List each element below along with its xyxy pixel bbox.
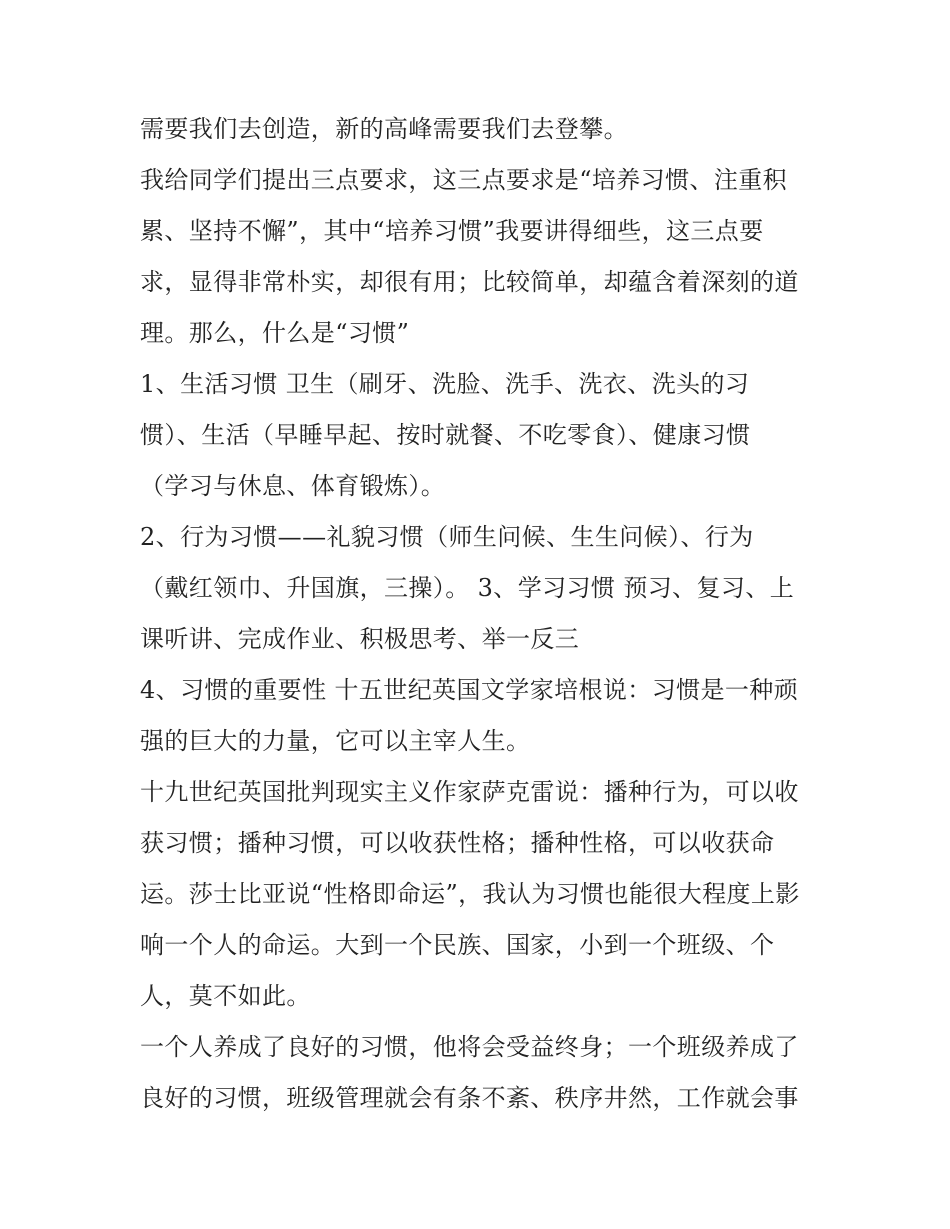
text-line: 一个人养成了良好的习惯，他将会受益终身；一个班级养成了: [140, 1033, 799, 1061]
text-line: 运。莎士比亚说“性格即命运”，我认为习惯也能很大程度上影: [140, 880, 800, 908]
document-body: [140, 104, 840, 1124]
text-line: 获习惯；播种习惯，可以收获性格；播种性格，可以收获命: [140, 829, 775, 857]
text-line: 十九世纪英国批判现实主义作家萨克雷说：播种行为，可以收: [140, 778, 799, 806]
text-line: 2、行为习惯——礼貌习惯（师生问候、生生问候）、行为: [140, 523, 754, 551]
text-line: 我给同学们提出三点要求，这三点要求是“培养习惯、注重积: [140, 166, 788, 194]
text-line: 求，显得非常朴实，却很有用；比较简单，却蕴含着深刻的道: [140, 268, 799, 296]
text-line: 惯）、生活（早睡早起、按时就餐、不吃零食）、健康习惯: [140, 421, 751, 449]
text-line: 1、生活习惯 卫生（刷牙、洗脸、洗手、洗衣、洗头的习: [140, 370, 750, 398]
text-line: （戴红领巾、升国旗，三操）。 3、学习习惯 预习、复习、上: [140, 574, 795, 602]
text-line: 理。那么，什么是“习惯”: [140, 319, 410, 347]
text-line: 人，莫不如此。: [140, 982, 311, 1010]
text-line: 强的巨大的力量，它可以主宰人生。: [140, 727, 531, 755]
text-line: 响一个人的命运。大到一个民族、国家，小到一个班级、个: [140, 931, 775, 959]
text-line: 4、习惯的重要性 十五世纪英国文学家培根说：习惯是一种顽: [140, 676, 799, 704]
text-line: 需要我们去创造，新的高峰需要我们去登攀。: [140, 115, 628, 143]
text-line: 良好的习惯，班级管理就会有条不紊、秩序井然，工作就会事: [140, 1084, 799, 1112]
text-line: （学习与休息、体育锻炼）。: [140, 472, 446, 500]
text-line: 累、坚持不懈”，其中“培养习惯”我要讲得细些，这三点要: [140, 217, 764, 245]
text-line: 课听讲、完成作业、积极思考、举一反三: [140, 625, 580, 653]
